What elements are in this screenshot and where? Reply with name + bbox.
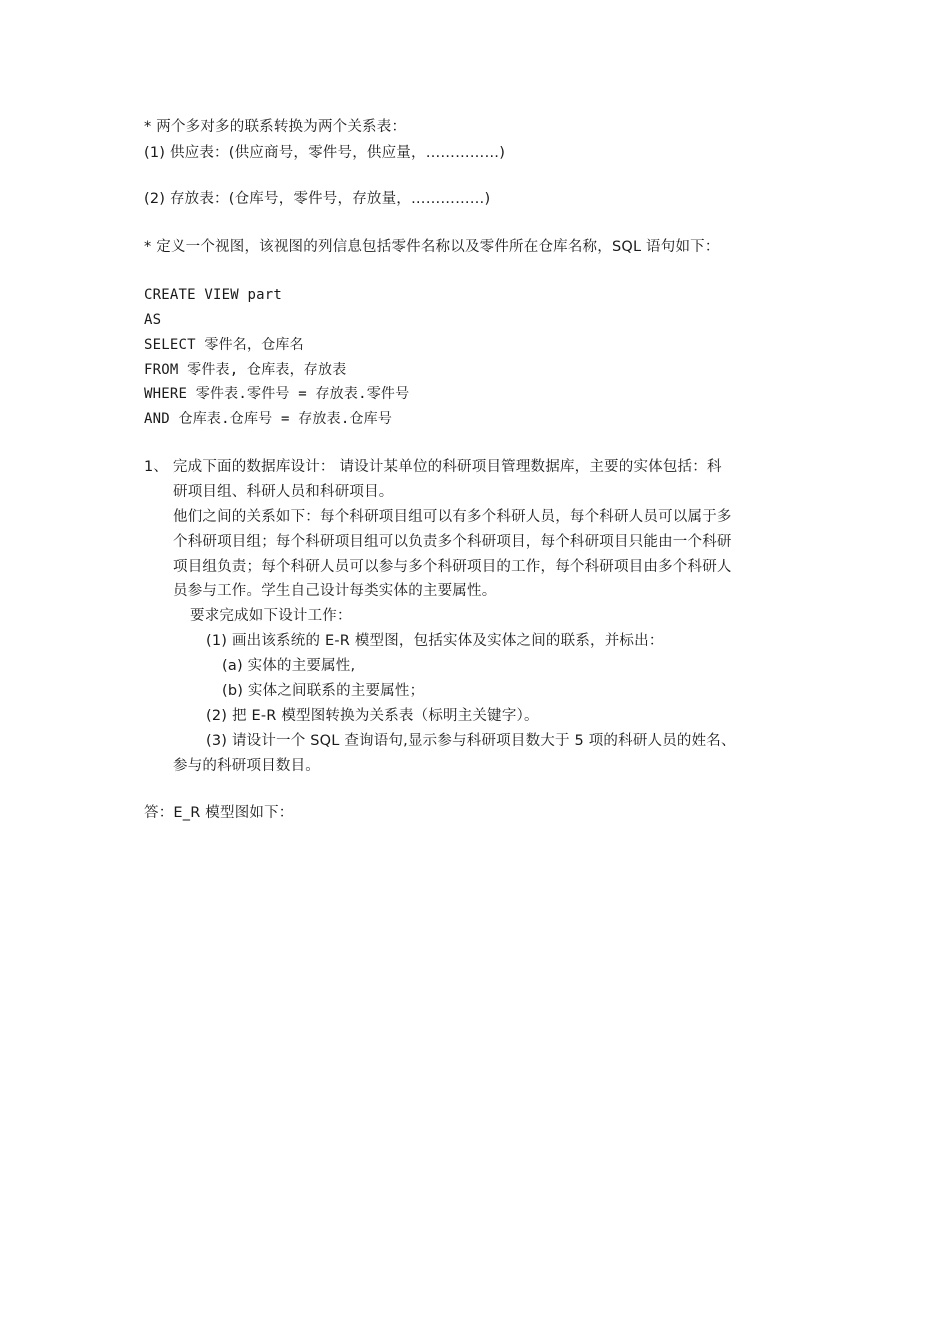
text-line: 研项目组、科研人员和科研项目。 xyxy=(173,484,394,500)
code-line: WHERE 零件表.零件号 = 存放表.零件号 xyxy=(144,386,410,402)
text-line: (1) 供应表：(供应商号，零件号，供应量，……………) xyxy=(144,145,506,161)
text-line: 1、 完成下面的数据库设计： 请设计某单位的科研项目管理数据库，主要的实体包括：科 xyxy=(144,459,722,475)
code-line: FROM 零件表, 仓库表，存放表 xyxy=(144,362,347,378)
code-line: AND 仓库表.仓库号 = 存放表.仓库号 xyxy=(144,411,393,427)
text-line: * 定义一个视图，该视图的列信息包括零件名称以及零件所在仓库名称，SQL 语句如下： xyxy=(144,239,720,255)
text-line: (b) 实体之间联系的主要属性； xyxy=(222,683,425,699)
text-line: 参与的科研项目数目。 xyxy=(173,758,320,774)
text-line: 答：E_R 模型图如下： xyxy=(144,805,294,821)
code-line: SELECT 零件名，仓库名 xyxy=(144,337,304,353)
text-line: (a) 实体的主要属性, xyxy=(222,658,356,674)
text-line: (2) 存放表：(仓库号，零件号，存放量，……………) xyxy=(144,191,491,207)
text-line: 他们之间的关系如下：每个科研项目组可以有多个科研人员，每个科研人员可以属于多 xyxy=(173,509,732,525)
text-line: (3) 请设计一个 SQL 查询语句,显示参与科研项目数大于 5 项的科研人员的姓名、 xyxy=(206,733,736,749)
text-line: (1) 画出该系统的 E-R 模型图，包括实体及实体之间的联系，并标出： xyxy=(206,633,664,649)
text-line: * 两个多对多的联系转换为两个关系表： xyxy=(144,119,407,135)
text-line: 项目组负责；每个科研人员可以参与多个科研项目的工作，每个科研项目由多个科研人 xyxy=(173,559,732,575)
text-line: 员参与工作。学生自己设计每类实体的主要属性。 xyxy=(173,583,497,599)
code-line: AS xyxy=(144,312,162,328)
text-line: 个科研项目组；每个科研项目组可以负责多个科研项目，每个科研项目只能由一个科研 xyxy=(173,534,732,550)
code-line: CREATE VIEW part xyxy=(144,287,283,303)
text-line: (2) 把 E-R 模型图转换为关系表（标明主关键字）。 xyxy=(206,708,539,724)
text-line: 要求完成如下设计工作： xyxy=(190,608,352,624)
